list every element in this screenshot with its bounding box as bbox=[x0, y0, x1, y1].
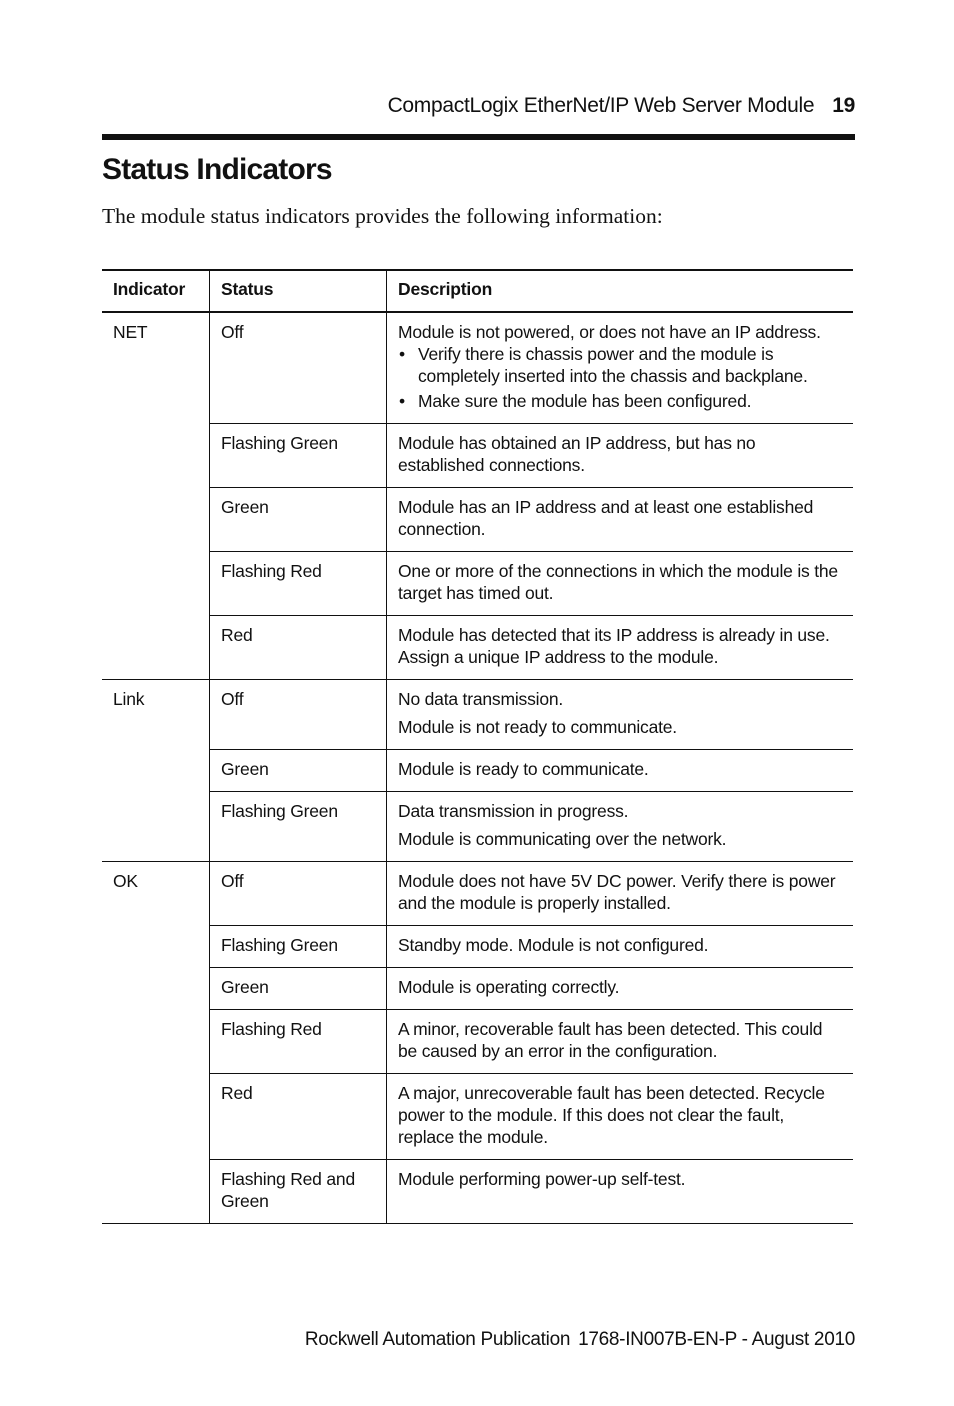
table-row bbox=[102, 1160, 853, 1224]
description-text: Module has detected that its IP address is already in use. Assign a unique IP address to the module. bbox=[398, 625, 830, 667]
status-cell: Flashing Red and Green bbox=[210, 1160, 387, 1224]
description-text: One or more of the connections in which the module is the target has timed out. bbox=[398, 561, 838, 603]
description-cell bbox=[387, 926, 854, 968]
description-text: A minor, recoverable fault has been detected. This could be caused by an error in the configuration. bbox=[398, 1019, 823, 1061]
description-cell bbox=[387, 616, 854, 680]
description-text: Module has an IP address and at least one established connection. bbox=[398, 497, 814, 539]
table-row bbox=[102, 862, 853, 926]
table-row bbox=[102, 1074, 853, 1160]
description-cell bbox=[387, 1160, 854, 1224]
table-row bbox=[102, 792, 853, 862]
page-header bbox=[102, 94, 855, 124]
description-text: Standby mode. Module is not configured. bbox=[398, 935, 709, 955]
description-cell bbox=[387, 1010, 854, 1074]
status-cell: Flashing Green bbox=[210, 424, 387, 488]
table-row bbox=[102, 750, 853, 792]
table-row bbox=[102, 680, 853, 750]
status-cell: Green bbox=[210, 750, 387, 792]
description-cell bbox=[387, 552, 854, 616]
footer-publisher: Rockwell Automation Publication bbox=[304, 1329, 571, 1350]
bullet-item: • Make sure the module has been configured. bbox=[398, 390, 843, 412]
description-text: Module has obtained an IP address, but has no established connections. bbox=[398, 433, 756, 475]
status-cell: Green bbox=[210, 488, 387, 552]
status-cell: Off bbox=[210, 680, 387, 750]
table-body bbox=[102, 312, 853, 1224]
status-cell: Off bbox=[210, 312, 387, 424]
description-text: A major, unrecoverable fault has been detected. Recycle power to the module. If this does not clear the fault, replace the module. bbox=[398, 1083, 825, 1147]
indicator-cell: OK bbox=[102, 862, 210, 1224]
description-cell bbox=[387, 488, 854, 552]
status-cell: Green bbox=[210, 968, 387, 1010]
description-cell bbox=[387, 1074, 854, 1160]
table-row bbox=[102, 552, 853, 616]
table-row bbox=[102, 1010, 853, 1074]
status-cell: Flashing Green bbox=[210, 926, 387, 968]
page-number: 19 bbox=[832, 94, 855, 117]
status-cell: Red bbox=[210, 616, 387, 680]
description-cell bbox=[387, 680, 854, 750]
header-rule bbox=[102, 134, 855, 140]
description-cell bbox=[387, 968, 854, 1010]
description-cell bbox=[387, 792, 854, 862]
description-text: Module performing power-up self-test. bbox=[398, 1169, 686, 1189]
description-text: Module is communicating over the network. bbox=[398, 829, 727, 849]
indicator-cell: Link bbox=[102, 680, 210, 862]
footer-publication-number: 1768-IN007B-EN-P - August 2010 bbox=[578, 1329, 855, 1350]
page-footer bbox=[102, 1329, 855, 1351]
status-cell: Flashing Red bbox=[210, 552, 387, 616]
table-row bbox=[102, 616, 853, 680]
header-indicator: Indicator bbox=[102, 270, 210, 312]
description-text: Module is operating correctly. bbox=[398, 977, 620, 997]
table-row bbox=[102, 968, 853, 1010]
header-status: Status bbox=[210, 270, 387, 312]
table-row bbox=[102, 312, 853, 424]
description-cell bbox=[387, 750, 854, 792]
status-cell: Off bbox=[210, 862, 387, 926]
status-indicators-table bbox=[102, 269, 853, 1224]
status-cell: Flashing Green bbox=[210, 792, 387, 862]
description-text: Data transmission in progress. bbox=[398, 801, 629, 821]
description-cell bbox=[387, 424, 854, 488]
description-text: Module is not ready to communicate. bbox=[398, 717, 677, 737]
intro-paragraph: The module status indicators provides the following information: bbox=[102, 204, 663, 228]
description-cell bbox=[387, 312, 854, 424]
table-row bbox=[102, 424, 853, 488]
description-text: Module does not have 5V DC power. Verify there is power and the module is properly installed. bbox=[398, 871, 836, 913]
table-header-row bbox=[102, 270, 853, 312]
table-row bbox=[102, 488, 853, 552]
publication-title: CompactLogix EtherNet/IP Web Server Module bbox=[387, 94, 815, 117]
bullet-item: • Verify there is chassis power and the module is completely inserted into the chassis and backplane. bbox=[398, 343, 843, 387]
description-text: Module is not powered, or does not have an IP address. bbox=[398, 322, 821, 342]
description-bullet-list bbox=[398, 343, 843, 412]
description-cell bbox=[387, 862, 854, 926]
status-cell: Flashing Red bbox=[210, 1010, 387, 1074]
indicator-cell: NET bbox=[102, 312, 210, 680]
header-description: Description bbox=[398, 279, 493, 299]
section-title: Status Indicators bbox=[102, 153, 332, 186]
table-row bbox=[102, 926, 853, 968]
description-text: Module is ready to communicate. bbox=[398, 759, 649, 779]
status-cell: Red bbox=[210, 1074, 387, 1160]
description-text: No data transmission. bbox=[398, 689, 564, 709]
